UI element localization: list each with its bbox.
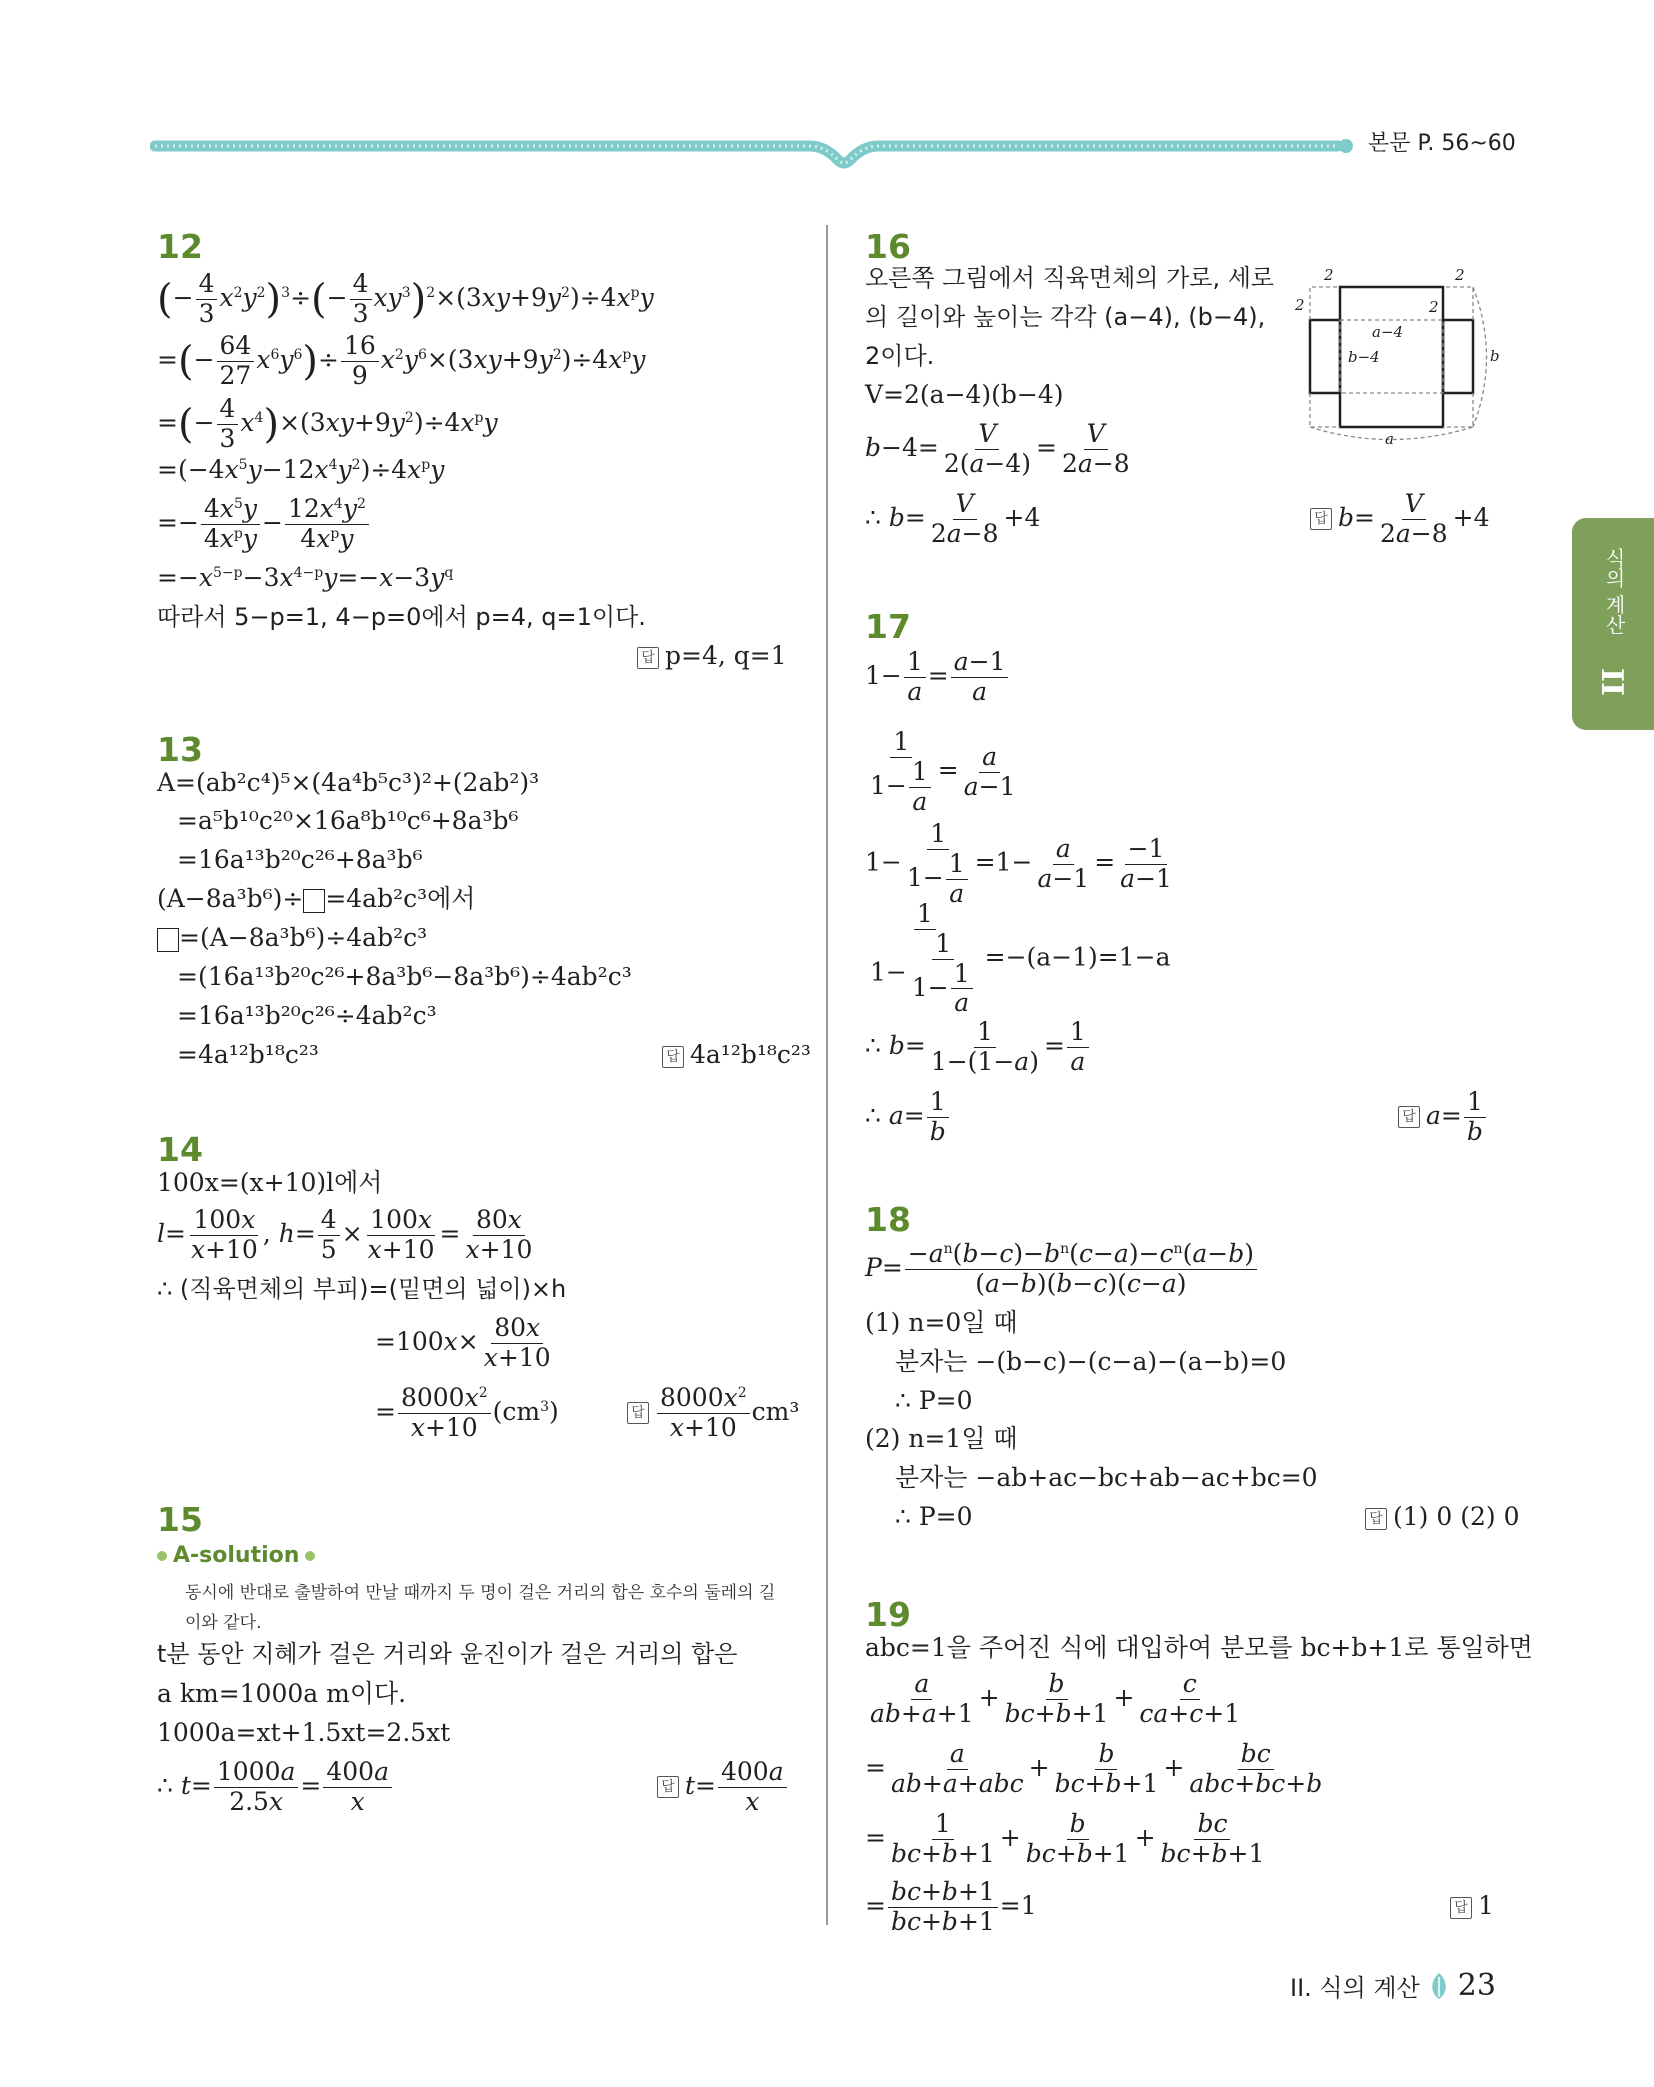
fig-label-2-inner: 2 bbox=[1429, 298, 1439, 316]
leaf-icon bbox=[1428, 1971, 1450, 2001]
problem-16-number: 16 bbox=[865, 227, 911, 266]
p17-line-6: ∴ a= $\frac{1}{b}$ bbox=[865, 1088, 951, 1147]
p17-line-5: ∴ b= $\frac{1}{1-(1-a)}$ = $\frac{1}{a}$ bbox=[865, 1018, 1091, 1077]
a-solution-text-label: A-solution bbox=[173, 1543, 300, 1568]
p16-line-5: b−4= $\frac{V}{2(a-4)}$ = $\frac{V}{2a-8}$ bbox=[865, 419, 1130, 478]
p13-line-8: =4a¹²b¹⁸c²³ bbox=[177, 1040, 319, 1069]
p19-line-1: $\frac{a}{ab+a+1}$ + $\frac{b}{bc+b+1}$ + $\frac{c}{ca+c+1}$ bbox=[870, 1669, 1241, 1728]
p18-case-2-line: 분자는 −ab+ac−bc+ab−ac+bc=0 bbox=[895, 1463, 1318, 1492]
problem-13-number: 13 bbox=[157, 730, 203, 769]
p13-line-6: =(16a¹³b²⁰c²⁶+8a³b⁶−8a³b⁶)÷4ab²c³ bbox=[177, 962, 632, 991]
p12-line-1: (− $\frac{4}{3}$ $x^2y^2)^3\div(-$ $\frac{4}{3}$ $xy^3)^2\times(3xy+9y^2)\div 4x^py$ bbox=[157, 269, 654, 328]
answer-badge-icon: 답 bbox=[1398, 1106, 1420, 1128]
chapter-tab-title: 식의 계산 bbox=[1602, 548, 1626, 635]
p19-line-2: = $\frac{a}{\text{ab+a+abc}}$ + $\frac{b}{bc+b+1}$ + $\frac{bc}{\text{abc+bc+b}}$ bbox=[865, 1739, 1323, 1798]
p16-text-3: 2이다. bbox=[865, 342, 935, 370]
column-divider bbox=[826, 225, 828, 1925]
p14-line-5: = $\frac{8000x^2}{x+10}$ $(cm^3)$ bbox=[375, 1383, 559, 1442]
footer bbox=[1290, 1968, 1496, 2003]
p17-line-2: 1 1− $\frac{1}{a}$ = $\frac{a}{a-1}$ bbox=[870, 727, 1016, 816]
p16-line-6: ∴ b= $\frac{V}{2a-8}$ +4 bbox=[865, 489, 1041, 548]
p13-line-3: =16a¹³b²⁰c²⁶+8a³b⁶ bbox=[177, 845, 423, 874]
p13-line-4 bbox=[157, 886, 475, 913]
p12-answer bbox=[637, 643, 787, 669]
footer-chapter: II. 식의 계산 bbox=[1290, 1974, 1420, 2002]
p16-text-2: 의 길이와 높이는 각각 (a−4), (b−4), bbox=[865, 303, 1266, 331]
fig-label-a: a bbox=[1385, 430, 1394, 448]
p18-case-1-line: 분자는 −(b−c)−(c−a)−(a−b)=0 bbox=[895, 1347, 1287, 1376]
fig-label-b-minus-4: b−4 bbox=[1348, 348, 1380, 366]
p13-line-5-post: =(A−8a³b⁶)÷4ab²c³ bbox=[179, 923, 428, 952]
fig-label-2-top-right: 2 bbox=[1455, 266, 1465, 284]
p15-line-1: t분 동안 지혜가 걸은 거리와 윤진이가 걸은 거리의 합은 bbox=[157, 1640, 738, 1668]
p14-line-4: =100x× $\frac{80x}{x+10}$ bbox=[375, 1313, 551, 1372]
p18-case-2-label: (2) n=1일 때 bbox=[865, 1424, 1018, 1453]
p19-intro: abc=1을 주어진 식에 대입하여 분모를 bc+b+1로 통일하면 bbox=[865, 1633, 1533, 1662]
answer-badge-icon: 답 bbox=[637, 647, 659, 669]
p12-answer-text: p=4, q=1 bbox=[665, 641, 787, 670]
p14-answer-unit: cm³ bbox=[751, 1396, 800, 1426]
fig-label-b: b bbox=[1490, 347, 1500, 365]
p17-answer: 답 a= $\frac{1}{b}$ bbox=[1398, 1088, 1488, 1147]
answer-badge-icon: 답 bbox=[657, 1776, 679, 1798]
p19-line-4: = $\frac{bc+b+1}{bc+b+1}$ =1 bbox=[865, 1877, 1037, 1936]
p18-case-1-result: ∴ P=0 bbox=[895, 1386, 973, 1415]
p15-line-3: 1000a=xt+1.5xt=2.5xt bbox=[157, 1718, 451, 1747]
p12-line-4: $=(-4x^5y-12x^4y^2)\div 4x^py$ bbox=[157, 455, 445, 484]
p15-answer: 답 t= $\frac{400a}{x}$ bbox=[657, 1758, 789, 1817]
footer-page-number: 23 bbox=[1457, 1968, 1496, 2003]
p15-line-4: ∴ t= $\frac{1000a}{2.5x}$ = $\frac{400a}{x}$ bbox=[157, 1758, 394, 1817]
bullet-dot-icon bbox=[305, 1551, 315, 1561]
chapter-tab-numeral: II bbox=[1594, 668, 1629, 697]
box-net-figure bbox=[1290, 262, 1510, 452]
p19-answer bbox=[1450, 1893, 1494, 1919]
blank-box-icon bbox=[303, 889, 325, 913]
p18-answer bbox=[1365, 1504, 1519, 1530]
p17-line-4-tail: =−(a−1)=1−a bbox=[984, 942, 1171, 972]
p14-answer: 답 $\frac{8000x^2}{x+10}$ cm³ bbox=[627, 1384, 799, 1443]
p18-case-2-result: ∴ P=0 bbox=[895, 1502, 973, 1531]
problem-19-number: 19 bbox=[865, 1595, 911, 1634]
answer-badge-icon: 답 bbox=[1310, 508, 1332, 530]
p13-answer bbox=[662, 1042, 811, 1068]
p13-line-7: =16a¹³b²⁰c²⁶÷4ab²c³ bbox=[177, 1001, 437, 1030]
p16-text-1: 오른쪽 그림에서 직육면체의 가로, 세로 bbox=[865, 264, 1275, 292]
blank-box-icon bbox=[157, 928, 179, 952]
a-solution-label bbox=[157, 1543, 315, 1568]
p13-line-1: A=(ab²c⁴)⁵×(4a⁴b⁵c³)²+(2ab²)³ bbox=[157, 768, 540, 797]
problem-15-number: 15 bbox=[157, 1500, 203, 1539]
answer-badge-icon: 답 bbox=[662, 1046, 684, 1068]
chapter-side-tab bbox=[1572, 518, 1654, 730]
p18-answer-text: (1) 0 (2) 0 bbox=[1393, 1502, 1520, 1531]
p16-answer: 답 b= $\frac{V}{2a-8}$ +4 bbox=[1310, 490, 1490, 549]
problem-18-number: 18 bbox=[865, 1200, 911, 1239]
p17-line-3: 1− 1 1− $\frac{1}{a}$ =1− $\frac{a}{a-1}$ = $\frac{-1}{a-1}$ bbox=[865, 819, 1172, 908]
problem-14-number: 14 bbox=[157, 1130, 203, 1169]
p12-line-3: =(− $\frac{4}{3}$ $x^4)\times(3xy+9y^2)\div 4x^py$ bbox=[157, 394, 498, 453]
p18-case-1-label: (1) n=0일 때 bbox=[865, 1308, 1018, 1337]
p19-line-3: = $\frac{1}{bc+b+1}$ + $\frac{b}{bc+b+1}$ + $\frac{bc}{bc+b+1}$ bbox=[865, 1809, 1265, 1868]
answer-badge-icon: 답 bbox=[1450, 1897, 1472, 1919]
fig-label-a-minus-4: a−4 bbox=[1372, 323, 1404, 341]
p16-line-4: V=2(a−4)(b−4) bbox=[865, 380, 1064, 409]
p13-line-2: =a⁵b¹⁰c²⁰×16a⁸b¹⁰c⁶+8a³b⁶ bbox=[177, 806, 519, 835]
header-ornament bbox=[150, 128, 1380, 178]
page-ref: 본문 P. 56~60 bbox=[1368, 131, 1516, 156]
p13-line-4-post: =4ab²c³에서 bbox=[325, 884, 476, 913]
p12-line-6: $=-x^{5-p}-3x^{4-p}y=-x-3y^q$ bbox=[157, 563, 454, 592]
problem-17-number: 17 bbox=[865, 607, 911, 646]
problem-12-number: 12 bbox=[157, 227, 203, 266]
bullet-dot-icon bbox=[157, 1551, 167, 1561]
p19-answer-text: 1 bbox=[1478, 1891, 1494, 1920]
p12-line-2: =(− $\frac{64}{27}$ $x^6y^6)\div$ $\frac{16}{9}$ $x^2y^6\times(3xy+9y^2)\div 4x^py$ bbox=[157, 331, 646, 390]
fig-label-2-top-left: 2 bbox=[1324, 266, 1334, 284]
p14-line-3: ∴ (직육면체의 부피)=(밑면의 넓이)×h bbox=[157, 1275, 567, 1303]
p15-line-2: a km=1000a m이다. bbox=[157, 1679, 407, 1708]
fig-label-2-left: 2 bbox=[1295, 296, 1305, 314]
p14-line-1: 100x=(x+10)l에서 bbox=[157, 1168, 383, 1197]
answer-badge-icon: 답 bbox=[627, 1402, 649, 1424]
p12-conclusion: 따라서 5−p=1, 4−p=0에서 p=4, q=1이다. bbox=[157, 603, 646, 631]
p13-line-5 bbox=[157, 925, 427, 952]
p17-line-4: 1 1− 1 1− $\frac{1}{a}$ =−(a−1)=1−a bbox=[870, 899, 1171, 1018]
p14-line-2: l= $\frac{100x}{x+10}$ , h= $\frac{4}{5}$ × $\frac{100x}{x+10}$ = $\frac{80x}{x+10}$ bbox=[157, 1205, 533, 1264]
p13-answer-text: 4a¹²b¹⁸c²³ bbox=[690, 1040, 811, 1069]
p13-line-4-pre: (A−8a³b⁶)÷ bbox=[157, 884, 304, 913]
p12-line-5: =− $\frac{4x^5y}{4x^py}$ − $\frac{12x^4y^2}{4x^py}$ bbox=[157, 495, 371, 554]
p17-line-1: 1− $\frac{1}{a}$ = $\frac{a-1}{a}$ bbox=[865, 648, 1010, 707]
answer-badge-icon: 답 bbox=[1365, 1508, 1387, 1530]
p18-line-1: P= $\frac{-a^n(b-c)-b^n(c-a)-c^n(a-b)}{(a-b)(b-c)(c-a)}$ bbox=[865, 1240, 1259, 1299]
a-solution-text: 동시에 반대로 출발하여 만날 때까지 두 명이 걸은 거리의 합은 호수의 둘레의 길이와 같다. bbox=[185, 1583, 776, 1633]
